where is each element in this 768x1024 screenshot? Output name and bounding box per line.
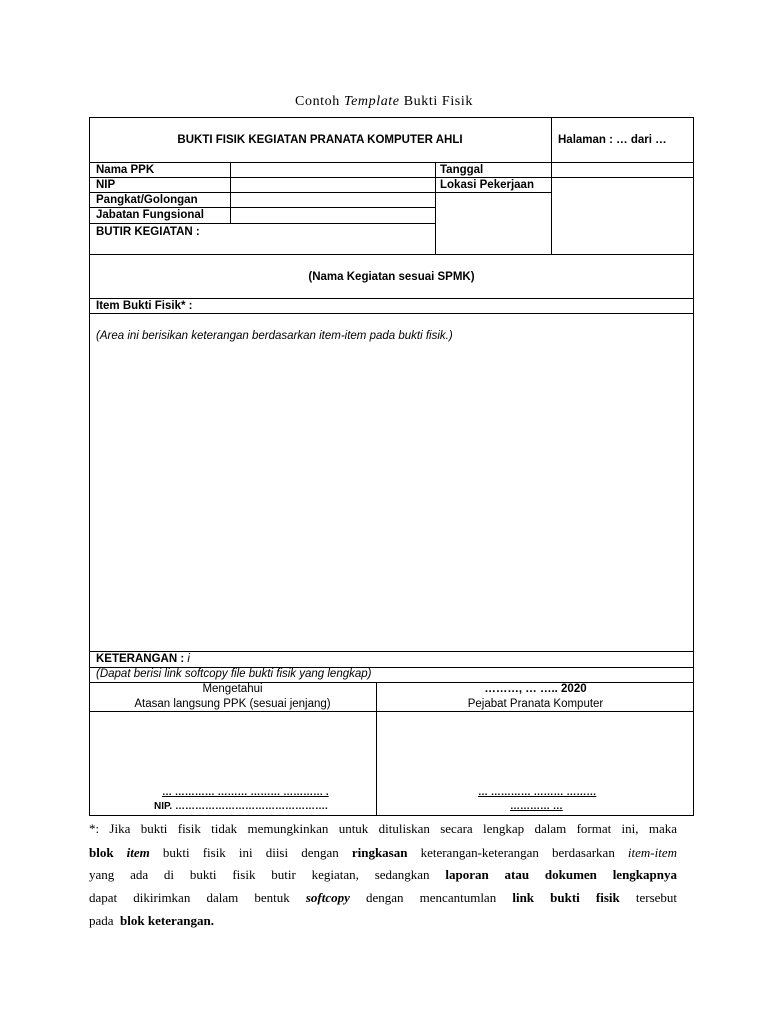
keterangan-label: KETERANGAN : [96,653,185,665]
sign-right-name: … ………… ……… ……… [478,787,597,798]
sign-left-nip: NIP. ………………………………………. [154,801,328,812]
sign-left-name: … ………… ……… ……… ………… . [162,787,329,798]
label-butir-kegiatan: BUTIR KEGIATAN : [96,226,200,238]
activity-name: (Nama Kegiatan sesuai SPMK) [308,271,475,283]
footnote-item: item [126,845,150,860]
footnote-ringkasan: ringkasan [351,845,408,860]
label-nama-ppk: Nama PPK [96,164,155,176]
footnote-text: bukti fisik ini diisi dengan [162,845,339,860]
page-indicator: Halaman : … dari … [558,134,667,146]
document-title [0,94,768,110]
item-bukti-area-hint: (Area ini berisikan keterangan berdasarkan item-item pada bukti fisik.) [96,330,453,342]
footnote-text: *: Jika bukti fisik tidak memungkinkan untuk dituliskan secara lengkap dalam format ini, maka [89,821,677,836]
label-jabatan: Jabatan Fungsional [96,209,204,221]
keterangan-row [96,652,190,666]
footnote-item-item: item-item [627,845,678,860]
label-tanggal: Tanggal [440,164,484,176]
footnote-text: keterangan-keterangan berdasarkan [420,845,615,860]
sign-right-nip: ………… … [510,801,563,812]
footnote-line-4 [89,890,677,906]
title-suffix: Bukti Fisik [399,94,473,109]
footnote-link-bukti: link bukti fisik [512,890,620,905]
footnote-text: tersebut [635,890,678,905]
keterangan-hint: (Dapat berisi link softcopy file bukti fisik yang lengkap) [96,668,372,680]
footnote-laporan: laporan atau dokumen lengkapnya [445,867,677,882]
footnote-text: dapat dikirimkan dalam bentuk [89,890,290,905]
footnote-line-2 [89,845,677,861]
title-italic: Template [343,94,400,109]
main-title: BUKTI FISIK KEGIATAN PRANATA KOMPUTER AHLI [177,134,463,146]
footnote-text: pada [89,913,114,928]
keterangan-label-suffix: i [187,653,190,665]
label-nip: NIP [96,179,116,191]
sign-left-heading-1: Mengetahui [202,683,263,695]
label-lokasi: Lokasi Pekerjaan [440,179,534,191]
footnote-text: dengan mencantumlan [366,890,497,905]
sign-left-heading-2: Atasan langsung PPK (sesuai jenjang) [134,698,331,710]
sign-right-heading: Pejabat Pranata Komputer [467,698,604,710]
footnote-line-1 [89,821,677,837]
title-prefix: Contoh [295,94,344,109]
footnote-text: yang ada di bukti fisik butir kegiatan, sedangkan [89,867,430,882]
label-pangkat: Pangkat/Golongan [96,194,198,206]
footnote-line-3 [89,867,677,883]
sign-right-date: ………, … ….. 2020 [484,683,587,695]
footnote-blok-keterangan: blok keterangan. [120,913,214,928]
footnote-blok: blok [89,845,114,860]
footnote-line-5 [89,913,677,929]
item-bukti-label: Item Bukti Fisik* : [96,300,193,312]
footnote-softcopy: softcopy [305,890,350,905]
